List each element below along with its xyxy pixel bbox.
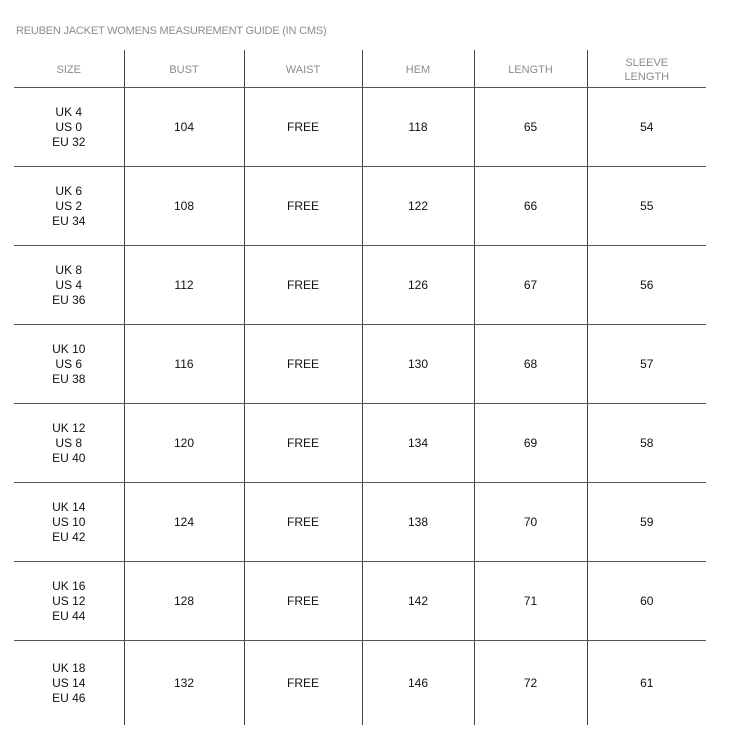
hem-cell: 142 — [362, 562, 474, 641]
header-waist: WAIST — [244, 50, 362, 88]
waist-cell: FREE — [244, 404, 362, 483]
bust-cell: 108 — [124, 167, 244, 246]
sleeve-cell: 61 — [587, 641, 706, 726]
size-cell — [14, 88, 124, 167]
size-us: US 4 — [55, 277, 83, 292]
size-eu: EU 46 — [52, 690, 86, 705]
size-cell — [14, 404, 124, 483]
header-sleeve-line1: SLEEVE — [625, 56, 669, 69]
header-hem: HEM — [362, 50, 474, 88]
size-us: US 12 — [52, 593, 86, 608]
size-cell — [14, 483, 124, 562]
bust-cell: 104 — [124, 88, 244, 167]
table-body — [14, 88, 706, 726]
waist-cell: FREE — [244, 641, 362, 726]
size-us: US 14 — [52, 675, 86, 690]
length-cell: 70 — [474, 483, 587, 562]
table-row — [14, 325, 706, 404]
hem-cell: 118 — [362, 88, 474, 167]
table-row — [14, 88, 706, 167]
waist-cell: FREE — [244, 562, 362, 641]
header-sleeve-length — [587, 50, 706, 88]
table-row — [14, 246, 706, 325]
bust-cell: 120 — [124, 404, 244, 483]
measurement-table — [14, 50, 706, 725]
table-row — [14, 167, 706, 246]
size-eu: EU 42 — [52, 529, 86, 544]
size-eu: EU 34 — [52, 213, 86, 228]
sleeve-cell: 56 — [587, 246, 706, 325]
sleeve-cell: 57 — [587, 325, 706, 404]
bust-cell: 124 — [124, 483, 244, 562]
waist-cell: FREE — [244, 167, 362, 246]
length-cell: 68 — [474, 325, 587, 404]
size-cell — [14, 325, 124, 404]
size-eu: EU 38 — [52, 371, 86, 386]
size-cell — [14, 246, 124, 325]
hem-cell: 146 — [362, 641, 474, 726]
hem-cell: 126 — [362, 246, 474, 325]
size-uk: UK 12 — [52, 420, 86, 435]
length-cell: 67 — [474, 246, 587, 325]
waist-cell: FREE — [244, 483, 362, 562]
size-eu: EU 40 — [52, 450, 86, 465]
waist-cell: FREE — [244, 88, 362, 167]
length-cell: 65 — [474, 88, 587, 167]
size-eu: EU 44 — [52, 608, 86, 623]
size-cell — [14, 641, 124, 726]
size-uk: UK 10 — [52, 341, 86, 356]
size-us: US 6 — [55, 356, 83, 371]
size-uk: UK 16 — [52, 578, 86, 593]
size-us: US 0 — [55, 119, 83, 134]
sleeve-cell: 54 — [587, 88, 706, 167]
size-eu: EU 32 — [52, 134, 86, 149]
header-size: SIZE — [14, 50, 124, 88]
table-row — [14, 641, 706, 726]
hem-cell: 138 — [362, 483, 474, 562]
size-uk: UK 8 — [55, 262, 83, 277]
table-header-row — [14, 50, 706, 88]
bust-cell: 116 — [124, 325, 244, 404]
size-uk: UK 18 — [52, 660, 86, 675]
size-uk: UK 14 — [52, 499, 86, 514]
sleeve-cell: 55 — [587, 167, 706, 246]
guide-title: REUBEN JACKET WOMENS MEASUREMENT GUIDE (IN CMS) — [16, 25, 327, 37]
hem-cell: 130 — [362, 325, 474, 404]
size-cell — [14, 167, 124, 246]
length-cell: 69 — [474, 404, 587, 483]
bust-cell: 112 — [124, 246, 244, 325]
waist-cell: FREE — [244, 246, 362, 325]
size-us: US 2 — [55, 198, 83, 213]
sleeve-cell: 58 — [587, 404, 706, 483]
size-eu: EU 36 — [52, 292, 86, 307]
size-uk: UK 6 — [55, 183, 83, 198]
sleeve-cell: 59 — [587, 483, 706, 562]
length-cell: 71 — [474, 562, 587, 641]
table-row — [14, 404, 706, 483]
table-row — [14, 562, 706, 641]
size-uk: UK 4 — [55, 104, 83, 119]
size-us: US 8 — [55, 435, 83, 450]
hem-cell: 122 — [362, 167, 474, 246]
hem-cell: 134 — [362, 404, 474, 483]
waist-cell: FREE — [244, 325, 362, 404]
bust-cell: 128 — [124, 562, 244, 641]
length-cell: 66 — [474, 167, 587, 246]
header-length: LENGTH — [474, 50, 587, 88]
header-bust: BUST — [124, 50, 244, 88]
header-sleeve-line2: LENGTH — [624, 70, 670, 83]
length-cell: 72 — [474, 641, 587, 726]
sleeve-cell: 60 — [587, 562, 706, 641]
size-cell — [14, 562, 124, 641]
bust-cell: 132 — [124, 641, 244, 726]
size-us: US 10 — [52, 514, 86, 529]
table-row — [14, 483, 706, 562]
